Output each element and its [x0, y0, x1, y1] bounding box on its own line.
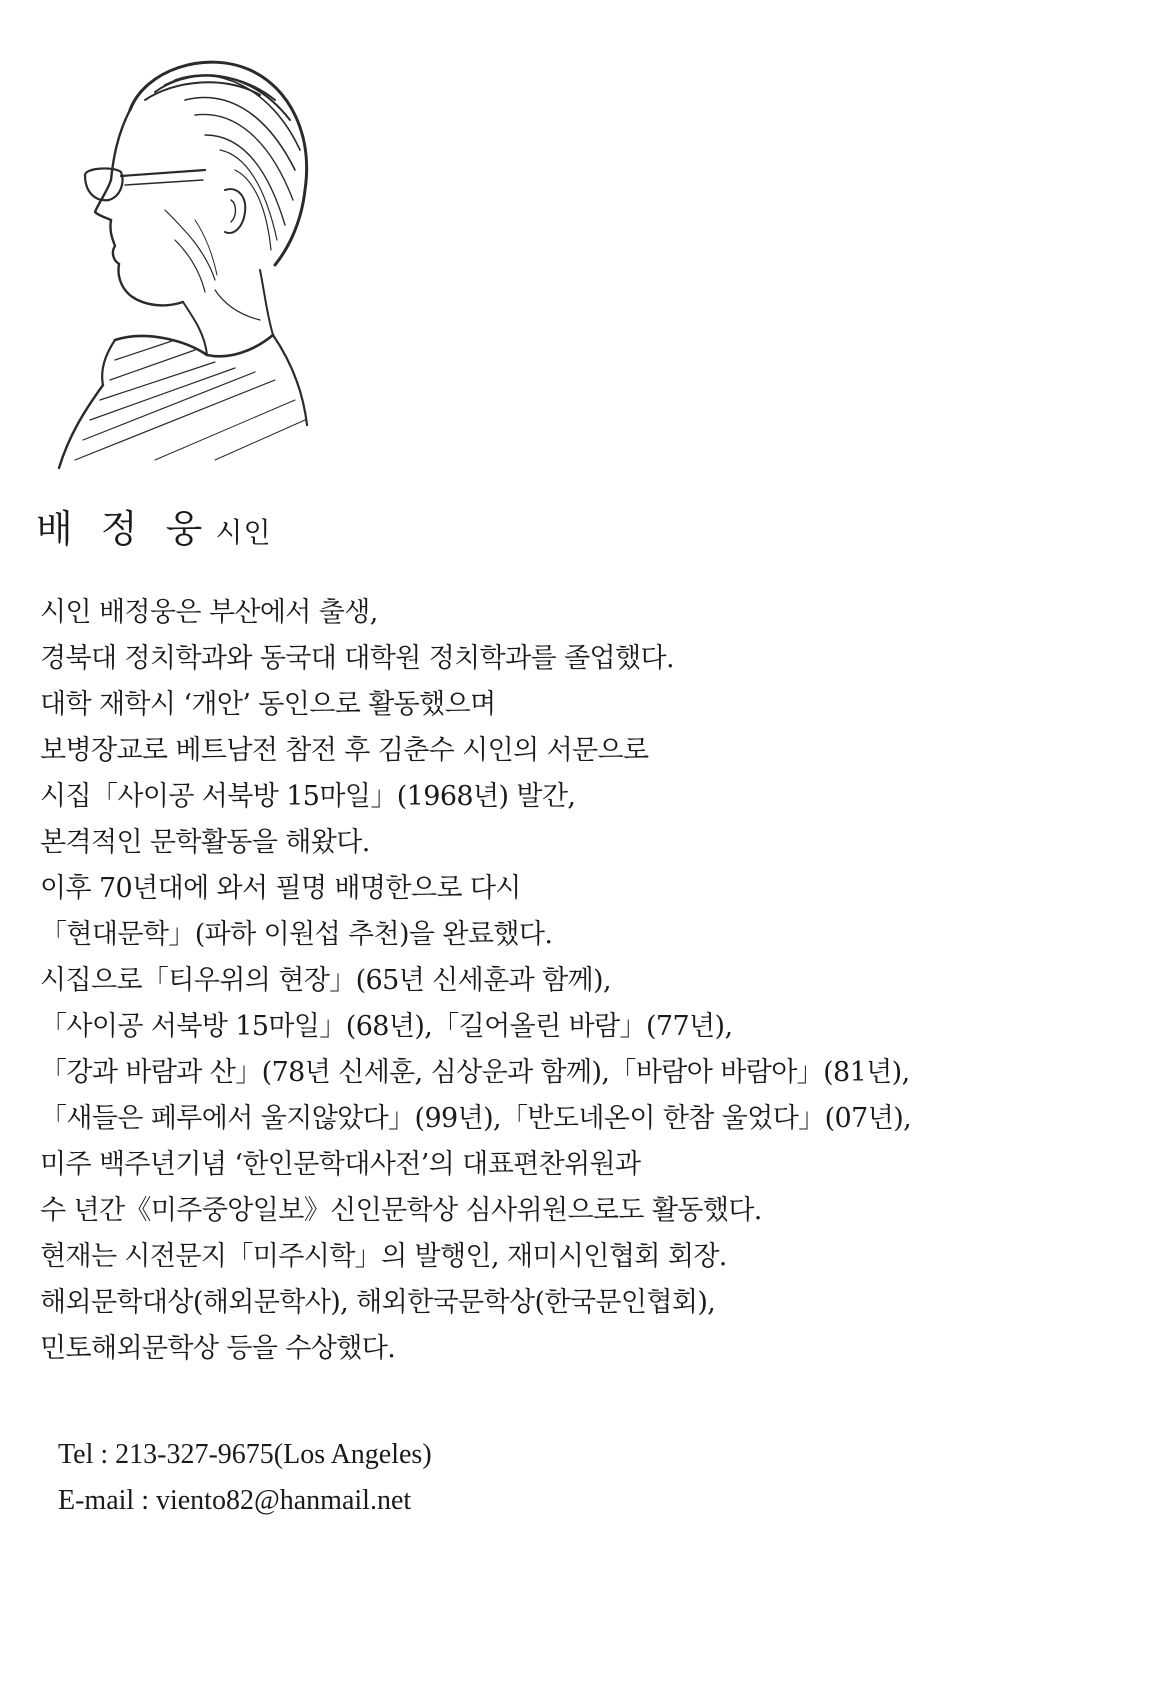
bio-line: 이후 70년대에 와서 필명 배명한으로 다시: [40, 873, 521, 904]
bio-line: 시집「사이공 서북방 15마일」(1968년) 발간,: [40, 781, 576, 812]
biography: [40, 590, 1100, 1372]
telephone: Tel : 213-327-9675(Los Angeles): [58, 1439, 432, 1470]
bio-line: 보병장교로 베트남전 참전 후 김춘수 시인의 서문으로: [40, 735, 649, 766]
bio-line: 「새들은 페루에서 울지않았다」(99년),「반도네온이 한참 울었다」(07년),: [40, 1103, 912, 1134]
bio-line: 현재는 시전문지「미주시학」의 발행인, 재미시인협회 회장.: [40, 1241, 727, 1272]
author-title: 시인: [215, 516, 272, 549]
bio-line: 「강과 바람과 산」(78년 신세훈, 심상운과 함께),「바람아 바람아」(81년),: [40, 1057, 910, 1088]
portrait-sketch-icon: [55, 40, 315, 470]
bio-line: 민토해외문학상 등을 수상했다.: [40, 1333, 396, 1364]
author-heading: [36, 498, 272, 553]
bio-line: 「현대문학」(파하 이원섭 추천)을 완료했다.: [40, 919, 553, 950]
bio-line: 시인 배정웅은 부산에서 출생,: [40, 597, 378, 628]
email-address: E-mail : viento82@hanmail.net: [58, 1485, 412, 1516]
bio-line: 시집으로「티우위의 현장」(65년 신세훈과 함께),: [40, 965, 611, 996]
contact-info: [58, 1432, 432, 1524]
bio-line: 경북대 정치학과와 동국대 대학원 정치학과를 졸업했다.: [40, 643, 674, 674]
bio-line: 해외문학대상(해외문학사), 해외한국문학상(한국문인협회),: [40, 1287, 716, 1318]
bio-line: 대학 재학시 ‘개안’ 동인으로 활동했으며: [40, 689, 496, 720]
bio-line: 본격적인 문학활동을 해왔다.: [40, 827, 370, 858]
author-name: 배 정 웅: [36, 507, 211, 551]
bio-line: 「사이공 서북방 15마일」(68년),「길어올린 바람」(77년),: [40, 1011, 733, 1042]
bio-line: 수 년간《미주중앙일보》신인문학상 심사위원으로도 활동했다.: [40, 1195, 762, 1226]
bio-line: 미주 백주년기념 ‘한인문학대사전’의 대표편찬위원과: [40, 1149, 641, 1180]
